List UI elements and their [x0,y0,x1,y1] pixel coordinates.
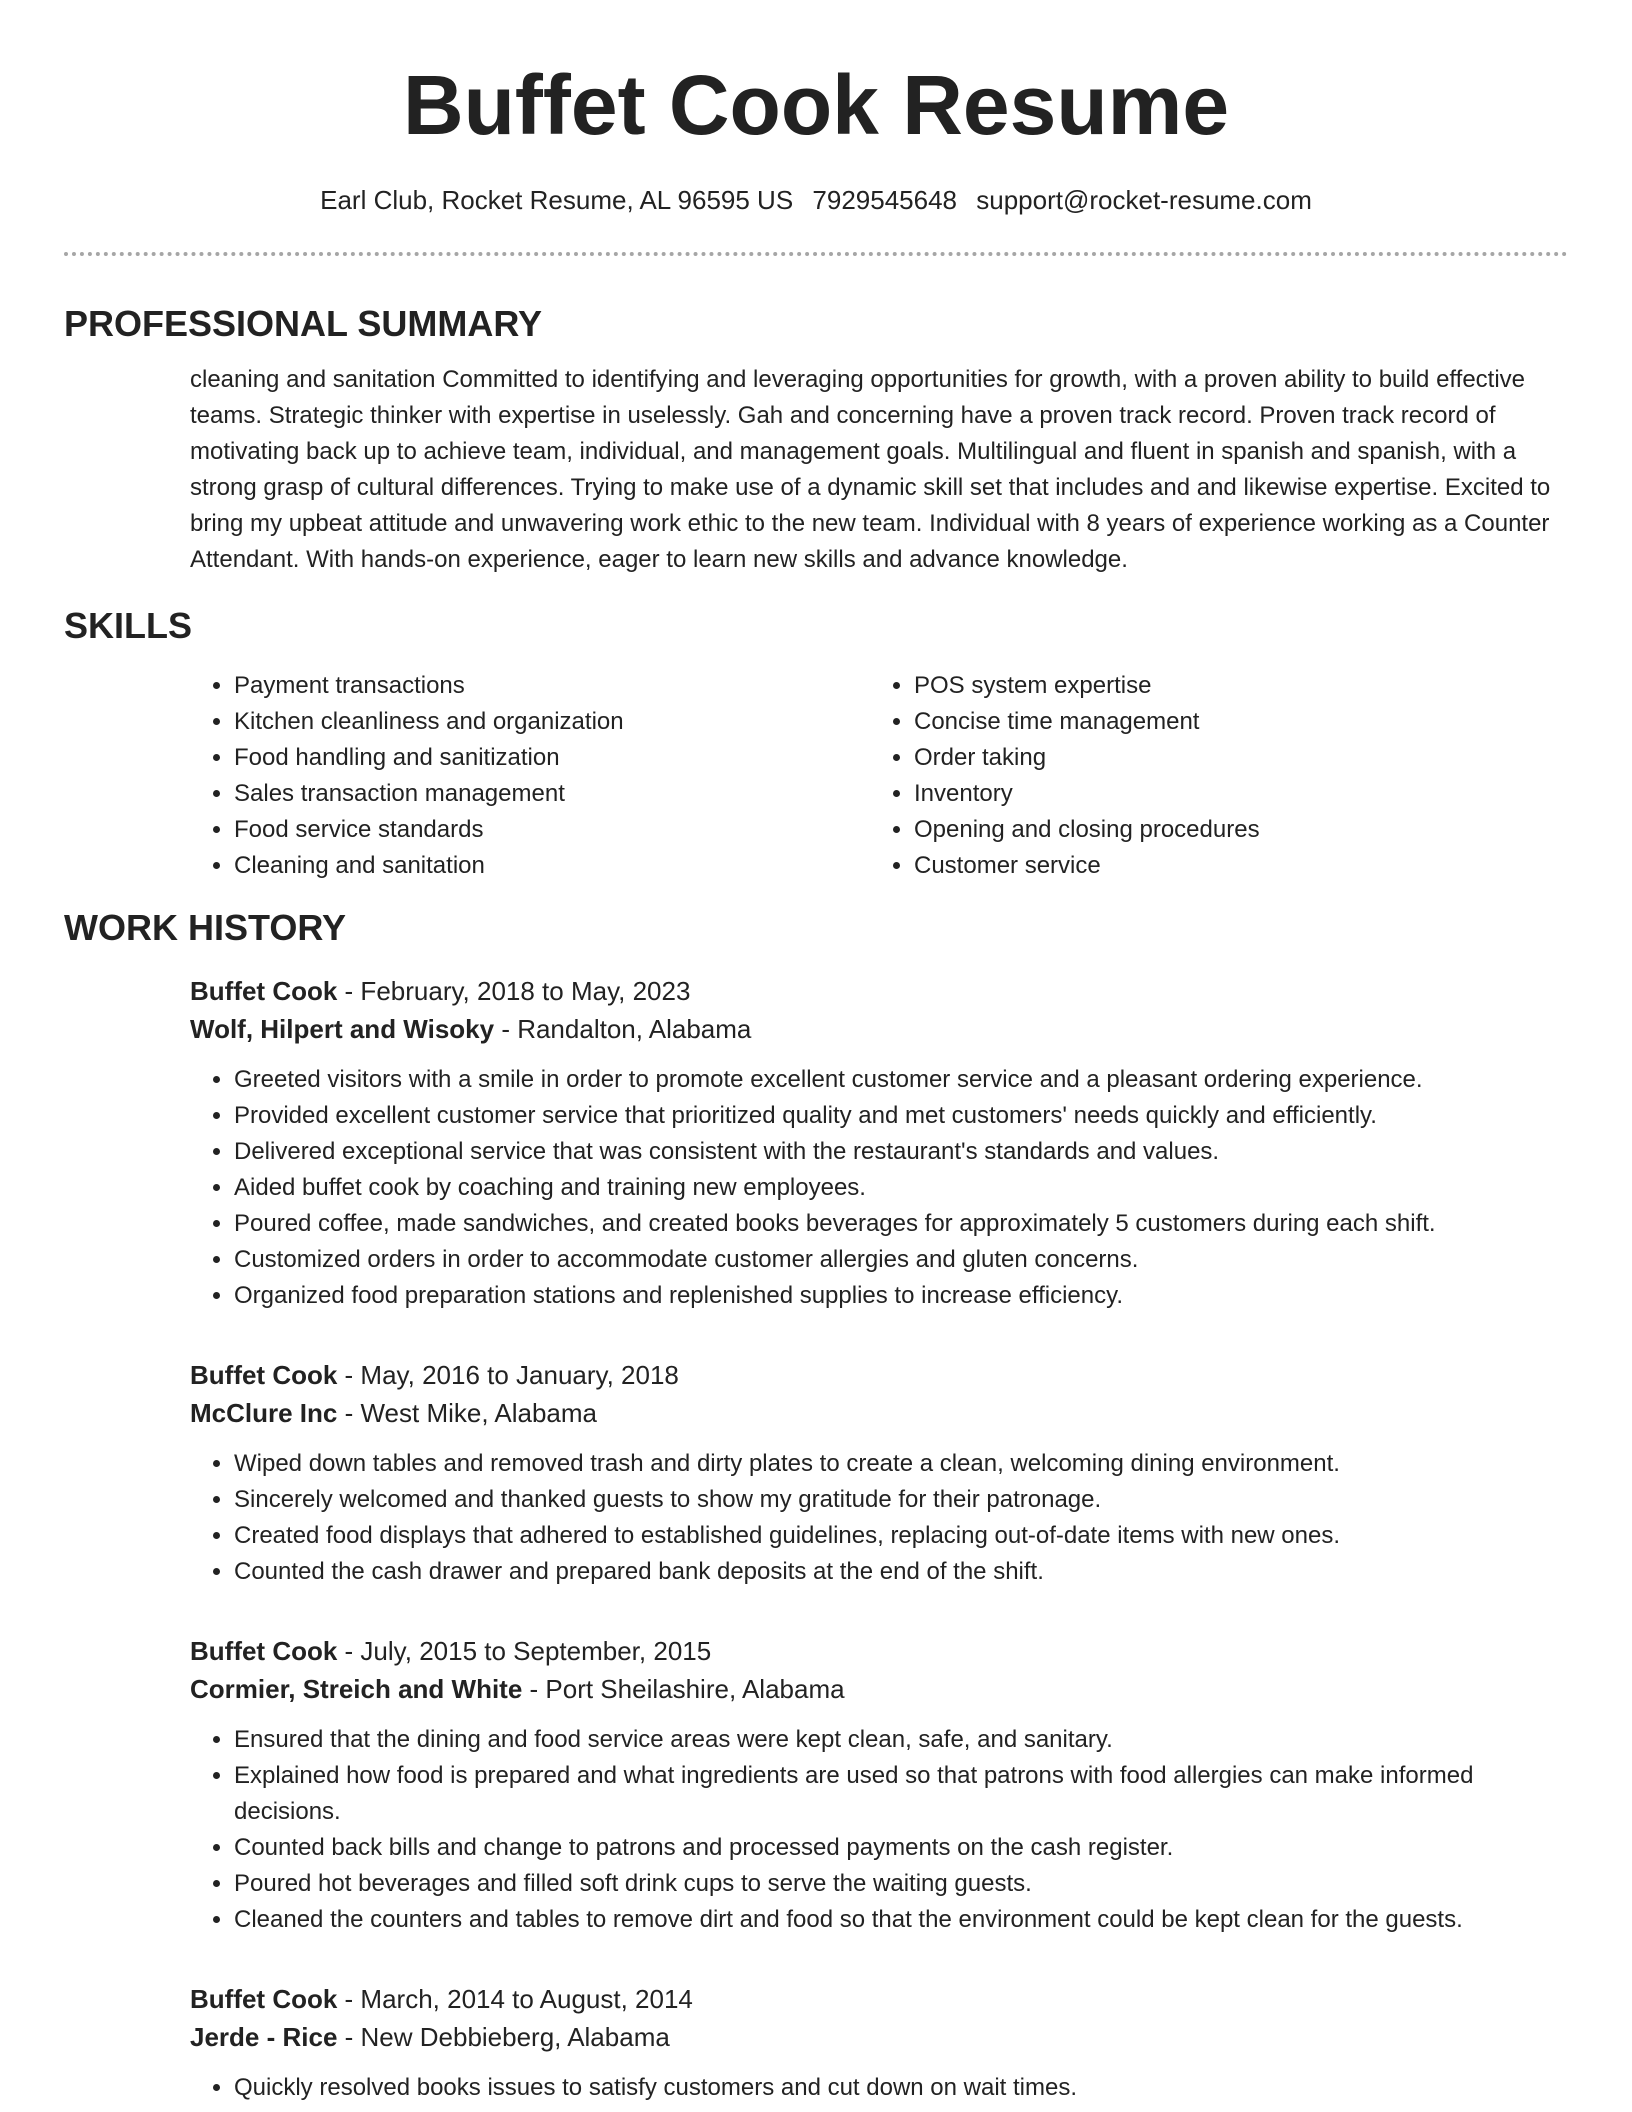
job-entry [190,1632,1568,1938]
job-company-line [190,1010,1568,1048]
skill-item: • Payment transactions [234,668,870,704]
skill-item: • Customer service [914,848,1550,884]
job-title-line [190,1980,1568,2018]
work-history-heading: WORK HISTORY [64,907,347,948]
contact-address: Earl Club, Rocket Resume, AL 96595 US [320,185,794,215]
job-location: - Randalton, Alabama [494,1014,752,1044]
skill-item: • POS system expertise [914,668,1550,704]
job-title-line [190,1632,1568,1670]
work-history-list [190,972,1568,2106]
header-divider [64,252,1568,256]
job-location: - New Debbieberg, Alabama [337,2022,670,2052]
skill-item: • Inventory [914,776,1550,812]
job-company: Cormier, Streich and White [190,1674,523,1704]
job-bullets [190,1722,1568,1938]
job-bullet: • Poured hot beverages and filled soft drink cups to serve the waiting guests. [234,1866,1568,1902]
job-bullet: • Explained how food is prepared and what ingredients are used so that patrons with food allergies can make informed decisions. [234,1758,1568,1830]
job-dates: - March, 2014 to August, 2014 [337,1984,693,2014]
skill-item: • Concise time management [914,704,1550,740]
job-bullet: • Ensured that the dining and food service areas were kept clean, safe, and sanitary. [234,1722,1568,1758]
skill-item: • Order taking [914,740,1550,776]
contact-phone: 7929545648 [812,185,958,215]
skills-grid [190,668,1568,884]
job-bullet: • Created food displays that adhered to established guidelines, replacing out-of-date items with new ones. [234,1518,1568,1554]
skills-heading: SKILLS [64,605,193,646]
skill-item: • Cleaning and sanitation [234,848,870,884]
job-title: Buffet Cook [190,1360,338,1390]
job-company-line [190,1670,1568,1708]
contact-line [64,184,1568,216]
job-bullets [190,1062,1568,1314]
job-entry [190,972,1568,1314]
job-dates: - February, 2018 to May, 2023 [337,976,691,1006]
job-title: Buffet Cook [190,976,338,1006]
job-dates: - May, 2016 to January, 2018 [337,1360,679,1390]
job-bullet: • Poured coffee, made sandwiches, and created books beverages for approximately 5 customers during each shift. [234,1206,1568,1242]
job-bullet: • Greeted visitors with a smile in order to promote excellent customer service and a pleasant ordering experience. [234,1062,1568,1098]
job-bullet: • Quickly resolved books issues to satisfy customers and cut down on wait times. [234,2070,1568,2106]
job-location: - Port Sheilashire, Alabama [522,1674,845,1704]
job-bullet: • Provided excellent customer service that prioritized quality and met customers' needs quickly and efficiently. [234,1098,1568,1134]
job-bullet: • Counted back bills and change to patrons and processed payments on the cash register. [234,1830,1568,1866]
job-entry [190,1356,1568,1590]
job-company: McClure Inc [190,1398,338,1428]
job-bullet: • Delivered exceptional service that was consistent with the restaurant's standards and values. [234,1134,1568,1170]
job-company: Jerde - Rice [190,2022,338,2052]
job-title: Buffet Cook [190,1984,338,2014]
job-company-line [190,2018,1568,2056]
skill-item: • Food service standards [234,812,870,848]
job-location: - West Mike, Alabama [337,1398,597,1428]
skills-list-left [190,668,870,884]
job-title: Buffet Cook [190,1636,338,1666]
summary-heading: PROFESSIONAL SUMMARY [64,303,543,344]
summary-text: cleaning and sanitation Committed to identifying and leveraging opportunities for growth, with a proven ability to build effective teams. Strategic thinker with expertise in uselessly. Gah and concerning have a proven track record. Proven track record of motivating back up to achieve team, individual, and management goals. Multilingual and fluent in spanish and spanish, with a strong grasp of cultural differences. Trying to make use of a dynamic skill set that includes and and likewise expertise. Excited to bring my upbeat attitude and unwavering work ethic to the new team. Individual with 8 years of experience working as a Counter Attendant. With hands-on experience, eager to learn new skills and advance knowledge. [190,366,1551,573]
job-title-line [190,972,1568,1010]
job-bullet: • Organized food preparation stations and replenished supplies to increase efficiency. [234,1278,1568,1314]
job-bullet: • Counted the cash drawer and prepared bank deposits at the end of the shift. [234,1554,1568,1590]
job-dates: - July, 2015 to September, 2015 [337,1636,712,1666]
job-title-line [190,1356,1568,1394]
contact-email: support@rocket-resume.com [976,185,1312,215]
job-bullet: • Customized orders in order to accommodate customer allergies and gluten concerns. [234,1242,1568,1278]
job-bullets [190,2070,1568,2106]
job-bullet: • Wiped down tables and removed trash and dirty plates to create a clean, welcoming dining environment. [234,1446,1568,1482]
job-company: Wolf, Hilpert and Wisoky [190,1014,495,1044]
job-bullet: • Sincerely welcomed and thanked guests to show my gratitude for their patronage. [234,1482,1568,1518]
job-bullet: • Cleaned the counters and tables to remove dirt and food so that the environment could be kept clean for the guests. [234,1902,1568,1938]
skill-item: • Opening and closing procedures [914,812,1550,848]
job-bullet: • Aided buffet cook by coaching and training new employees. [234,1170,1568,1206]
resume-title: Buffet Cook Resume [402,58,1230,152]
skill-item: • Kitchen cleanliness and organization [234,704,870,740]
job-entry [190,1980,1568,2106]
job-company-line [190,1394,1568,1432]
skills-list-right [870,668,1550,884]
skill-item: • Food handling and sanitization [234,740,870,776]
skill-item: • Sales transaction management [234,776,870,812]
job-bullets [190,1446,1568,1590]
